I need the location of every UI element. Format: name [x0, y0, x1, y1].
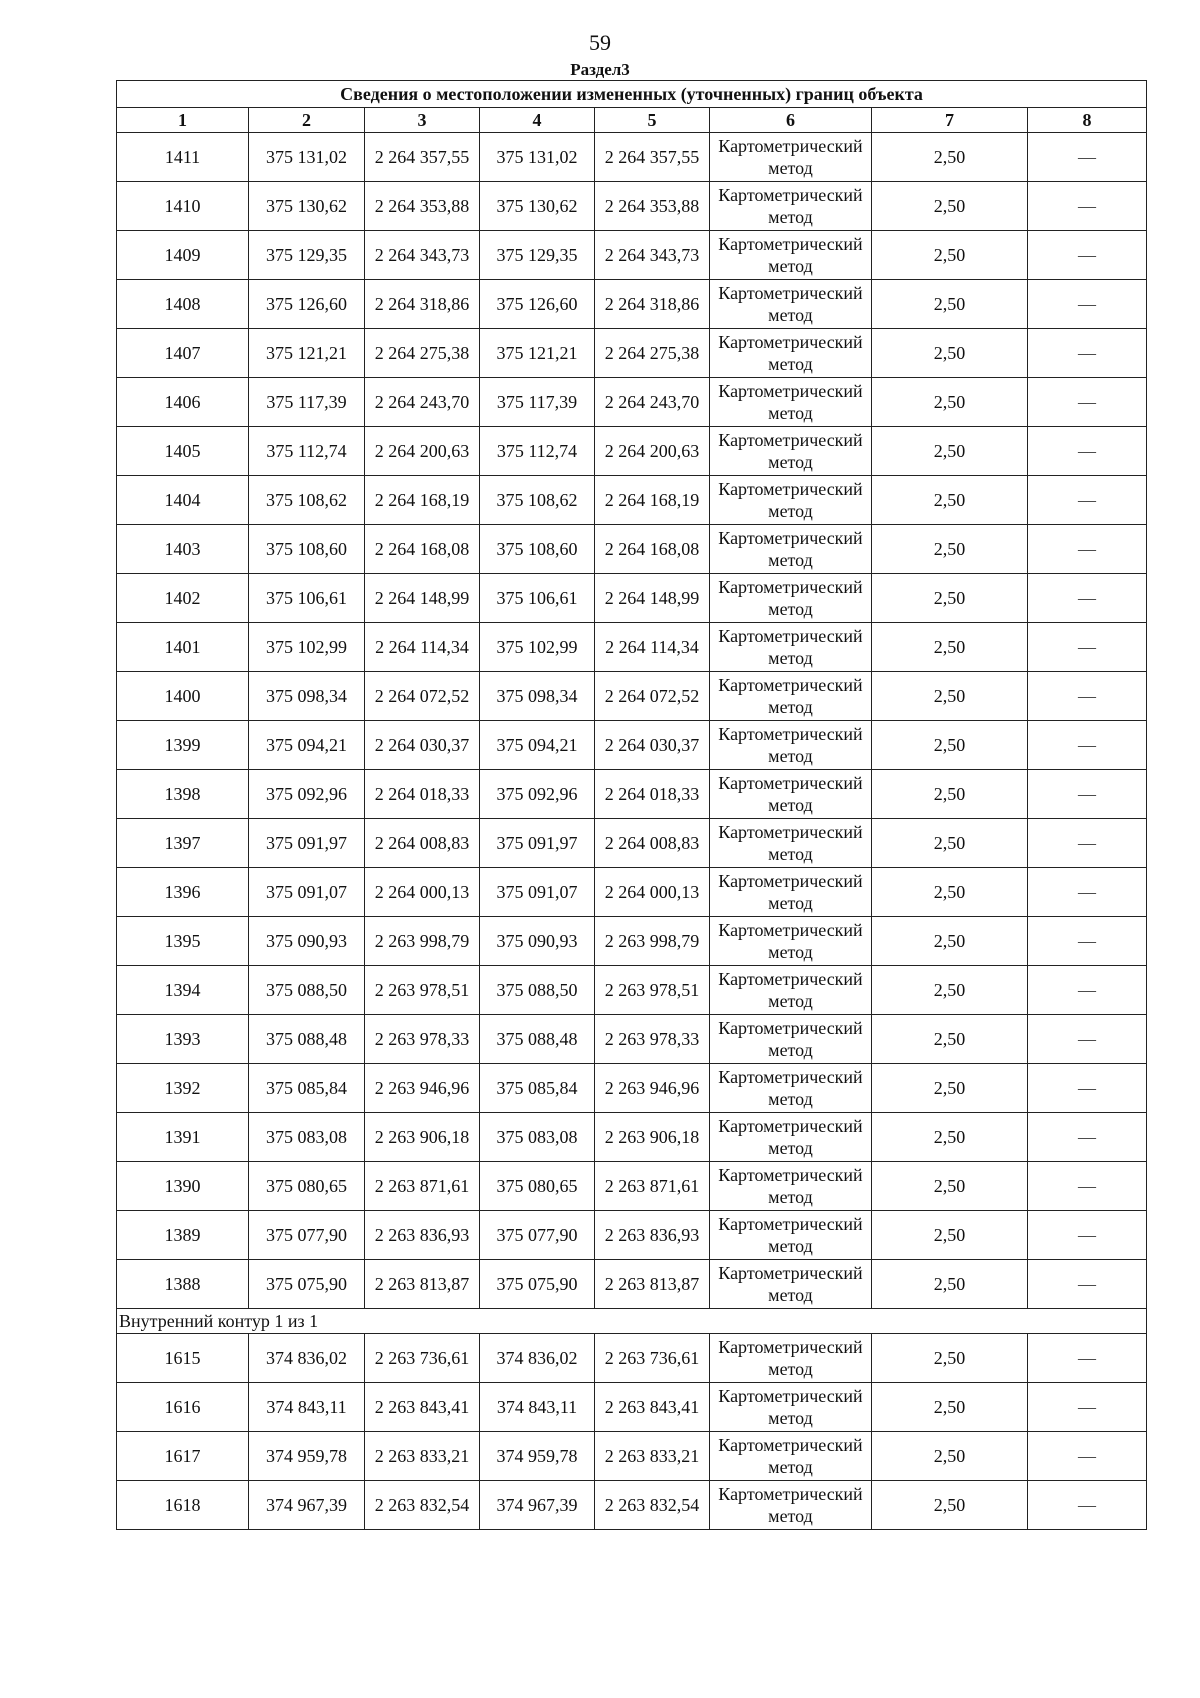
- accuracy-cell: 2,50: [872, 133, 1028, 182]
- new-x-cell: 375 080,65: [480, 1162, 595, 1211]
- new-x-cell: 375 091,97: [480, 819, 595, 868]
- point-number-cell: 1388: [117, 1260, 249, 1309]
- old-x-cell: 375 112,74: [249, 427, 365, 476]
- column-number: 4: [480, 108, 595, 133]
- table-row: [117, 525, 1147, 574]
- description-cell: —: [1028, 378, 1147, 427]
- new-y-cell: 2 263 978,33: [595, 1015, 710, 1064]
- description-cell: —: [1028, 672, 1147, 721]
- accuracy-cell: 2,50: [872, 1113, 1028, 1162]
- point-number-cell: 1393: [117, 1015, 249, 1064]
- old-x-cell: 375 088,48: [249, 1015, 365, 1064]
- point-number-cell: 1392: [117, 1064, 249, 1113]
- new-y-cell: 2 263 832,54: [595, 1481, 710, 1530]
- table-row: [117, 1015, 1147, 1064]
- new-y-cell: 2 264 343,73: [595, 231, 710, 280]
- old-x-cell: 375 098,34: [249, 672, 365, 721]
- page-number: 59: [589, 30, 611, 55]
- old-x-cell: 375 085,84: [249, 1064, 365, 1113]
- new-y-cell: 2 264 030,37: [595, 721, 710, 770]
- accuracy-cell: 2,50: [872, 1260, 1028, 1309]
- old-x-cell: 375 102,99: [249, 623, 365, 672]
- point-number-cell: 1389: [117, 1211, 249, 1260]
- column-number: 3: [365, 108, 480, 133]
- new-y-cell: 2 264 000,13: [595, 868, 710, 917]
- new-x-cell: 375 085,84: [480, 1064, 595, 1113]
- new-x-cell: 375 083,08: [480, 1113, 595, 1162]
- old-y-cell: 2 264 000,13: [365, 868, 480, 917]
- new-y-cell: 2 264 018,33: [595, 770, 710, 819]
- contour-label-row: [117, 1309, 1147, 1334]
- accuracy-cell: 2,50: [872, 182, 1028, 231]
- accuracy-cell: 2,50: [872, 1432, 1028, 1481]
- new-x-cell: 375 098,34: [480, 672, 595, 721]
- description-cell: —: [1028, 329, 1147, 378]
- new-x-cell: 375 088,50: [480, 966, 595, 1015]
- description-cell: —: [1028, 574, 1147, 623]
- determination-method-cell: Картометрический метод: [710, 476, 872, 525]
- accuracy-cell: 2,50: [872, 1481, 1028, 1530]
- determination-method-cell: Картометрический метод: [710, 623, 872, 672]
- point-number-cell: 1394: [117, 966, 249, 1015]
- old-y-cell: 2 264 018,33: [365, 770, 480, 819]
- description-cell: —: [1028, 1334, 1147, 1383]
- old-y-cell: 2 264 200,63: [365, 427, 480, 476]
- new-x-cell: 375 106,61: [480, 574, 595, 623]
- old-x-cell: 374 967,39: [249, 1481, 365, 1530]
- old-y-cell: 2 263 832,54: [365, 1481, 480, 1530]
- determination-method-cell: Картометрический метод: [710, 721, 872, 770]
- description-cell: —: [1028, 623, 1147, 672]
- accuracy-cell: 2,50: [872, 917, 1028, 966]
- table-row: [117, 1113, 1147, 1162]
- table-row: [117, 819, 1147, 868]
- column-number: 2: [249, 108, 365, 133]
- new-y-cell: 2 263 813,87: [595, 1260, 710, 1309]
- table-row: [117, 1162, 1147, 1211]
- old-y-cell: 2 264 357,55: [365, 133, 480, 182]
- table-caption: Сведения о местоположении измененных (уточненных) границ объекта: [117, 81, 1147, 108]
- table-row: [117, 182, 1147, 231]
- old-y-cell: 2 264 275,38: [365, 329, 480, 378]
- new-x-cell: 375 121,21: [480, 329, 595, 378]
- old-x-cell: 375 083,08: [249, 1113, 365, 1162]
- table-row: [117, 623, 1147, 672]
- table-caption-row: [117, 81, 1147, 108]
- determination-method-cell: Картометрический метод: [710, 427, 872, 476]
- old-x-cell: 375 090,93: [249, 917, 365, 966]
- determination-method-cell: Картометрический метод: [710, 574, 872, 623]
- new-y-cell: 2 263 833,21: [595, 1432, 710, 1481]
- table-row: [117, 1432, 1147, 1481]
- new-y-cell: 2 264 357,55: [595, 133, 710, 182]
- determination-method-cell: Картометрический метод: [710, 1015, 872, 1064]
- point-number-cell: 1408: [117, 280, 249, 329]
- column-number: 7: [872, 108, 1028, 133]
- new-y-cell: 2 264 072,52: [595, 672, 710, 721]
- table-row: [117, 1260, 1147, 1309]
- old-y-cell: 2 263 836,93: [365, 1211, 480, 1260]
- old-y-cell: 2 264 243,70: [365, 378, 480, 427]
- new-x-cell: 375 090,93: [480, 917, 595, 966]
- table-row: [117, 770, 1147, 819]
- determination-method-cell: Картометрический метод: [710, 133, 872, 182]
- old-y-cell: 2 263 833,21: [365, 1432, 480, 1481]
- old-x-cell: 375 094,21: [249, 721, 365, 770]
- description-cell: —: [1028, 966, 1147, 1015]
- point-number-cell: 1411: [117, 133, 249, 182]
- new-y-cell: 2 264 318,86: [595, 280, 710, 329]
- accuracy-cell: 2,50: [872, 966, 1028, 1015]
- point-number-cell: 1397: [117, 819, 249, 868]
- description-cell: —: [1028, 1015, 1147, 1064]
- table-row: [117, 1481, 1147, 1530]
- determination-method-cell: Картометрический метод: [710, 868, 872, 917]
- new-y-cell: 2 264 114,34: [595, 623, 710, 672]
- table-row: [117, 476, 1147, 525]
- column-number: 5: [595, 108, 710, 133]
- point-number-cell: 1400: [117, 672, 249, 721]
- description-cell: —: [1028, 1432, 1147, 1481]
- new-y-cell: 2 263 906,18: [595, 1113, 710, 1162]
- new-y-cell: 2 264 200,63: [595, 427, 710, 476]
- old-x-cell: 375 080,65: [249, 1162, 365, 1211]
- point-number-cell: 1396: [117, 868, 249, 917]
- old-y-cell: 2 263 978,51: [365, 966, 480, 1015]
- table-row: [117, 280, 1147, 329]
- old-x-cell: 375 108,62: [249, 476, 365, 525]
- accuracy-cell: 2,50: [872, 819, 1028, 868]
- new-y-cell: 2 263 871,61: [595, 1162, 710, 1211]
- description-cell: —: [1028, 1064, 1147, 1113]
- old-x-cell: 374 959,78: [249, 1432, 365, 1481]
- table-row: [117, 574, 1147, 623]
- old-y-cell: 2 264 148,99: [365, 574, 480, 623]
- old-y-cell: 2 263 843,41: [365, 1383, 480, 1432]
- accuracy-cell: 2,50: [872, 525, 1028, 574]
- table-row: [117, 378, 1147, 427]
- column-number-row: [117, 108, 1147, 133]
- accuracy-cell: 2,50: [872, 476, 1028, 525]
- description-cell: —: [1028, 1113, 1147, 1162]
- determination-method-cell: Картометрический метод: [710, 966, 872, 1015]
- accuracy-cell: 2,50: [872, 231, 1028, 280]
- new-y-cell: 2 263 843,41: [595, 1383, 710, 1432]
- new-y-cell: 2 264 008,83: [595, 819, 710, 868]
- point-number-cell: 1406: [117, 378, 249, 427]
- old-y-cell: 2 263 978,33: [365, 1015, 480, 1064]
- old-x-cell: 375 088,50: [249, 966, 365, 1015]
- accuracy-cell: 2,50: [872, 868, 1028, 917]
- new-x-cell: 374 843,11: [480, 1383, 595, 1432]
- new-x-cell: 375 075,90: [480, 1260, 595, 1309]
- point-number-cell: 1390: [117, 1162, 249, 1211]
- old-y-cell: 2 264 168,08: [365, 525, 480, 574]
- old-x-cell: 375 121,21: [249, 329, 365, 378]
- description-cell: —: [1028, 1481, 1147, 1530]
- old-x-cell: 375 131,02: [249, 133, 365, 182]
- old-y-cell: 2 263 998,79: [365, 917, 480, 966]
- point-number-cell: 1407: [117, 329, 249, 378]
- accuracy-cell: 2,50: [872, 574, 1028, 623]
- old-y-cell: 2 264 114,34: [365, 623, 480, 672]
- new-x-cell: 375 094,21: [480, 721, 595, 770]
- new-y-cell: 2 263 978,51: [595, 966, 710, 1015]
- contour-label: Внутренний контур 1 из 1: [117, 1309, 1147, 1334]
- old-x-cell: 375 117,39: [249, 378, 365, 427]
- description-cell: —: [1028, 917, 1147, 966]
- point-number-cell: 1404: [117, 476, 249, 525]
- table-row: [117, 133, 1147, 182]
- table-row: [117, 1064, 1147, 1113]
- old-y-cell: 2 263 736,61: [365, 1334, 480, 1383]
- new-x-cell: 375 077,90: [480, 1211, 595, 1260]
- new-x-cell: 375 102,99: [480, 623, 595, 672]
- determination-method-cell: Картометрический метод: [710, 1432, 872, 1481]
- new-y-cell: 2 264 168,19: [595, 476, 710, 525]
- point-number-cell: 1403: [117, 525, 249, 574]
- accuracy-cell: 2,50: [872, 427, 1028, 476]
- accuracy-cell: 2,50: [872, 770, 1028, 819]
- old-x-cell: 375 126,60: [249, 280, 365, 329]
- old-y-cell: 2 264 072,52: [365, 672, 480, 721]
- old-x-cell: 374 836,02: [249, 1334, 365, 1383]
- determination-method-cell: Картометрический метод: [710, 819, 872, 868]
- accuracy-cell: 2,50: [872, 1211, 1028, 1260]
- new-y-cell: 2 264 243,70: [595, 378, 710, 427]
- description-cell: —: [1028, 525, 1147, 574]
- determination-method-cell: Картометрический метод: [710, 182, 872, 231]
- table-row: [117, 1334, 1147, 1383]
- description-cell: —: [1028, 1211, 1147, 1260]
- table-row: [117, 231, 1147, 280]
- description-cell: —: [1028, 231, 1147, 280]
- determination-method-cell: Картометрический метод: [710, 1481, 872, 1530]
- new-x-cell: 375 091,07: [480, 868, 595, 917]
- old-x-cell: 375 075,90: [249, 1260, 365, 1309]
- new-x-cell: 375 108,62: [480, 476, 595, 525]
- table-body: [117, 133, 1147, 1530]
- determination-method-cell: Картометрический метод: [710, 1383, 872, 1432]
- determination-method-cell: Картометрический метод: [710, 1334, 872, 1383]
- accuracy-cell: 2,50: [872, 1015, 1028, 1064]
- new-y-cell: 2 263 736,61: [595, 1334, 710, 1383]
- new-x-cell: 374 959,78: [480, 1432, 595, 1481]
- accuracy-cell: 2,50: [872, 1334, 1028, 1383]
- new-x-cell: 375 092,96: [480, 770, 595, 819]
- new-x-cell: 374 967,39: [480, 1481, 595, 1530]
- description-cell: —: [1028, 819, 1147, 868]
- point-number-cell: 1616: [117, 1383, 249, 1432]
- new-y-cell: 2 264 353,88: [595, 182, 710, 231]
- new-x-cell: 375 117,39: [480, 378, 595, 427]
- accuracy-cell: 2,50: [872, 329, 1028, 378]
- old-y-cell: 2 263 946,96: [365, 1064, 480, 1113]
- old-x-cell: 375 108,60: [249, 525, 365, 574]
- point-number-cell: 1395: [117, 917, 249, 966]
- table-row: [117, 427, 1147, 476]
- table-row: [117, 868, 1147, 917]
- accuracy-cell: 2,50: [872, 1064, 1028, 1113]
- description-cell: —: [1028, 1383, 1147, 1432]
- determination-method-cell: Картометрический метод: [710, 525, 872, 574]
- description-cell: —: [1028, 1162, 1147, 1211]
- point-number-cell: 1391: [117, 1113, 249, 1162]
- old-x-cell: 375 130,62: [249, 182, 365, 231]
- determination-method-cell: Картометрический метод: [710, 1260, 872, 1309]
- point-number-cell: 1402: [117, 574, 249, 623]
- table-row: [117, 966, 1147, 1015]
- table-row: [117, 329, 1147, 378]
- old-y-cell: 2 264 168,19: [365, 476, 480, 525]
- column-number: 6: [710, 108, 872, 133]
- accuracy-cell: 2,50: [872, 721, 1028, 770]
- accuracy-cell: 2,50: [872, 672, 1028, 721]
- new-x-cell: 375 126,60: [480, 280, 595, 329]
- old-y-cell: 2 264 318,86: [365, 280, 480, 329]
- new-x-cell: 375 112,74: [480, 427, 595, 476]
- old-x-cell: 375 091,07: [249, 868, 365, 917]
- old-x-cell: 375 092,96: [249, 770, 365, 819]
- new-x-cell: 375 131,02: [480, 133, 595, 182]
- column-number: 1: [117, 108, 249, 133]
- determination-method-cell: Картометрический метод: [710, 1064, 872, 1113]
- determination-method-cell: Картометрический метод: [710, 770, 872, 819]
- accuracy-cell: 2,50: [872, 1162, 1028, 1211]
- determination-method-cell: Картометрический метод: [710, 1113, 872, 1162]
- old-x-cell: 375 106,61: [249, 574, 365, 623]
- table-row: [117, 1383, 1147, 1432]
- description-cell: —: [1028, 280, 1147, 329]
- determination-method-cell: Картометрический метод: [710, 672, 872, 721]
- table-row: [117, 721, 1147, 770]
- accuracy-cell: 2,50: [872, 280, 1028, 329]
- column-number: 8: [1028, 108, 1147, 133]
- old-y-cell: 2 264 343,73: [365, 231, 480, 280]
- new-y-cell: 2 264 148,99: [595, 574, 710, 623]
- point-number-cell: 1401: [117, 623, 249, 672]
- new-y-cell: 2 263 836,93: [595, 1211, 710, 1260]
- point-number-cell: 1410: [117, 182, 249, 231]
- old-x-cell: 375 129,35: [249, 231, 365, 280]
- determination-method-cell: Картометрический метод: [710, 917, 872, 966]
- description-cell: —: [1028, 476, 1147, 525]
- description-cell: —: [1028, 427, 1147, 476]
- point-number-cell: 1399: [117, 721, 249, 770]
- point-number-cell: 1398: [117, 770, 249, 819]
- old-y-cell: 2 263 871,61: [365, 1162, 480, 1211]
- new-x-cell: 375 129,35: [480, 231, 595, 280]
- description-cell: —: [1028, 182, 1147, 231]
- accuracy-cell: 2,50: [872, 623, 1028, 672]
- determination-method-cell: Картометрический метод: [710, 378, 872, 427]
- section-title: Раздел3: [570, 60, 630, 79]
- accuracy-cell: 2,50: [872, 1383, 1028, 1432]
- determination-method-cell: Картометрический метод: [710, 231, 872, 280]
- description-cell: —: [1028, 770, 1147, 819]
- determination-method-cell: Картометрический метод: [710, 1211, 872, 1260]
- old-x-cell: 375 077,90: [249, 1211, 365, 1260]
- point-number-cell: 1409: [117, 231, 249, 280]
- new-x-cell: 375 130,62: [480, 182, 595, 231]
- point-number-cell: 1615: [117, 1334, 249, 1383]
- new-y-cell: 2 264 168,08: [595, 525, 710, 574]
- old-y-cell: 2 264 008,83: [365, 819, 480, 868]
- new-x-cell: 375 088,48: [480, 1015, 595, 1064]
- determination-method-cell: Картометрический метод: [710, 280, 872, 329]
- old-x-cell: 374 843,11: [249, 1383, 365, 1432]
- accuracy-cell: 2,50: [872, 378, 1028, 427]
- new-x-cell: 375 108,60: [480, 525, 595, 574]
- description-cell: —: [1028, 133, 1147, 182]
- table-row: [117, 1211, 1147, 1260]
- point-number-cell: 1405: [117, 427, 249, 476]
- determination-method-cell: Картометрический метод: [710, 329, 872, 378]
- new-x-cell: 374 836,02: [480, 1334, 595, 1383]
- point-number-cell: 1618: [117, 1481, 249, 1530]
- new-y-cell: 2 264 275,38: [595, 329, 710, 378]
- table-row: [117, 672, 1147, 721]
- boundary-coordinates-table: [116, 80, 1147, 1530]
- new-y-cell: 2 263 946,96: [595, 1064, 710, 1113]
- new-y-cell: 2 263 998,79: [595, 917, 710, 966]
- description-cell: —: [1028, 721, 1147, 770]
- old-y-cell: 2 263 906,18: [365, 1113, 480, 1162]
- determination-method-cell: Картометрический метод: [710, 1162, 872, 1211]
- description-cell: —: [1028, 868, 1147, 917]
- old-y-cell: 2 264 030,37: [365, 721, 480, 770]
- table-row: [117, 917, 1147, 966]
- old-y-cell: 2 263 813,87: [365, 1260, 480, 1309]
- old-y-cell: 2 264 353,88: [365, 182, 480, 231]
- description-cell: —: [1028, 1260, 1147, 1309]
- old-x-cell: 375 091,97: [249, 819, 365, 868]
- point-number-cell: 1617: [117, 1432, 249, 1481]
